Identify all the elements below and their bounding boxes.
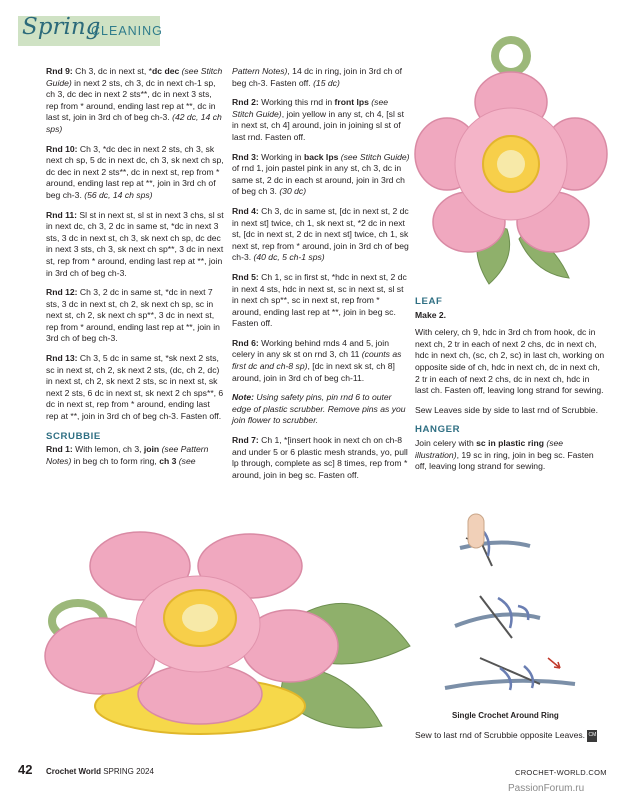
scrubbie-rnd-1: Rnd 1: With lemon, ch 3, join (see Pattern Notes) in beg ch to form ring, ch 3 (see — [46, 444, 209, 466]
leaf-make: Make 2. — [415, 309, 447, 320]
hanger-heading: HANGER — [415, 424, 461, 436]
cm-mark: CM — [587, 730, 597, 742]
rnd-9: Rnd 9: Ch 3, dc in next st, *dc dec (see Stitch Guide) in next 2 sts, ch 3, dc in next ch-1 sp, ch 3, dc dec in next 2 sts**, dc in next 3 sts, rep from * around, ending last rep at **, dc in last st, join in 3rd ch of beg ch-3. (42 dc, 14 ch sps) — [46, 66, 223, 134]
rnd-3: Rnd 3: Working in back lps (see Stitch Guide) of rnd 1, join pastel pink in any st, ch 3, dc in same st, 2 dc in each st around, join in 3rd ch of beg ch 3. (30 dc) — [232, 151, 410, 197]
flower-photo-bottom — [30, 526, 413, 752]
flower-photo-top — [407, 34, 613, 292]
single-crochet-diagram — [440, 508, 615, 710]
scrubbie-rnd-1-cont: Pattern Notes), 14 dc in ring, join in 3rd ch of beg ch-3. Fasten off. (15 dc) — [232, 66, 403, 88]
note: Note: Using safety pins, pin rnd 6 to outer edge of plastic scrubber. Remove pins as you join flower to scrubber. — [232, 392, 406, 426]
rnd-13: Rnd 13: Ch 3, 5 dc in same st, *sk next 2 sts, sc in next st, ch 2, sk next 2 sts, (dc, ch 2, dc) in next st, ch 2, sk next 2 sts, sc in next st, sk next 2 sts, 6 dc in next st, sk next 2 ch sps**, 6 dc in next st, rep from * around, ending last rep at **, join in 3rd ch of beg ch-3. Fasten off. — [46, 353, 224, 422]
rnd-10: Rnd 10: Ch 3, *dc dec in next 2 sts, ch 3, sk next ch sp, 5 dc in next dc, ch 3, sk next ch sp, dc dec in next 2 sts**, dc in next st, rep from * around, ending last rep at **, join in 3rd ch of beg ch-3. (56 dc, 14 ch sps) — [46, 143, 224, 200]
rnd-12: Rnd 12: Ch 3, 2 dc in same st, *dc in next 7 sts, 3 dc in next st, ch 2, sk next ch sp, sc in next st, ch 2, sk next ch sp**, 3 dc in next st, rep from * around, ending last rep at **, join in 3rd ch of beg ch-3. — [46, 287, 220, 344]
diagram-step-1 — [460, 514, 530, 566]
final-instruction: Sew to last rnd of Scrubbie opposite Leaves. CM — [415, 730, 597, 741]
magazine-credit: Crochet World SPRING 2024 — [46, 767, 154, 776]
diagram-step-3 — [445, 658, 575, 690]
watermark: PassionForum.ru — [508, 783, 585, 794]
hanger-ring — [495, 40, 527, 72]
rnd-7: Rnd 7: Ch 1, *[insert hook in next ch on ch-8 and under 5 or 6 plastic mesh strands, yo, pull lp through, complete as sc] 8 times, rep from * around, join in beg sc. Fasten off. — [232, 435, 408, 480]
page-number: 42 — [18, 762, 33, 777]
column-1 — [46, 66, 224, 475]
header-spring: Spring — [22, 14, 101, 40]
rnd-4: Rnd 4: Ch 3, dc in same st, [dc in next st, 2 dc in next st] twice, ch 1, sk next st, *2 dc in next st, [dc in next st, 2 dc in next st] twice, ch 1, sk next st, rep from * around, join in 3rd ch of beg ch-3. (40 dc, 5 ch-1 sps) — [232, 205, 409, 263]
rnd-5: Rnd 5: Ch 1, sc in first st, *hdc in next st, 2 dc in next 4 sts, hdc in next st, sc in next st, sl st in next ch sp**, sc in next st, rep from * around, ending last rep at **, join in beg sc. Fasten off. — [232, 271, 407, 329]
column-2 — [232, 66, 410, 489]
rnd-2: Rnd 2: Working this rnd in front lps (see Stitch Guide), join yellow in any st, ch 4, [sl st in next st, ch 4] around, join in joining sl st of last rnd. Fasten off. — [232, 97, 404, 142]
flower-center-inner — [497, 150, 525, 178]
leaf-instructions: With celery, ch 9, hdc in 3rd ch from hook, dc in next ch, 2 tr in each of next 2 chs, dc in next ch, hdc in next ch, (sc, ch 2, sc) in last ch, working on opposite side of ch, hdc in next ch, dc in next ch, 2 tr in each of next 2 chs, dc in next ch, hdc in last ch. Fasten off, leaving long strand for sewing. — [415, 327, 605, 396]
section-header — [18, 14, 163, 46]
rnd-6: Rnd 6: Working behind rnds 4 and 5, join celery in any sk st on rnd 3, ch 11 (counts as first dc and ch-8 sp), [dc in next sk st, ch 8] around, join in 3rd ch of beg ch-11. — [232, 337, 402, 383]
diagram-step-2 — [455, 596, 540, 638]
rnd-11: Rnd 11: Sl st in next st, sl st in next 3 chs, sl st in next dc, ch 3, 2 dc in same st, *dc in next 3 sts, 3 dc in next st, ch 3, sk next ch sp, dc dec in next 3 sts, ch 3, sk next ch sp**, 3 dc in next st, rep from * around, ending last rep at **, join in 3rd ch of beg ch-3. — [46, 209, 224, 278]
column-3 — [415, 296, 605, 481]
hanger-instructions: Join celery with sc in plastic ring (see illustration), 19 sc in ring, join in beg sc. Fasten off, leaving long strand for sewing. — [415, 437, 594, 472]
website-link[interactable]: CROCHET-WORLD.COM — [515, 768, 607, 777]
flower-center-inner-bottom — [182, 604, 218, 632]
sew-leaves: Sew Leaves side by side to last rnd of Scrubbie. — [415, 404, 598, 415]
scrubbie-heading: SCRUBBIE — [46, 430, 101, 442]
header-cleaning: CLEANING — [91, 24, 163, 38]
diagram-caption: Single Crochet Around Ring — [452, 711, 559, 720]
leaf-heading: LEAF — [415, 296, 443, 307]
